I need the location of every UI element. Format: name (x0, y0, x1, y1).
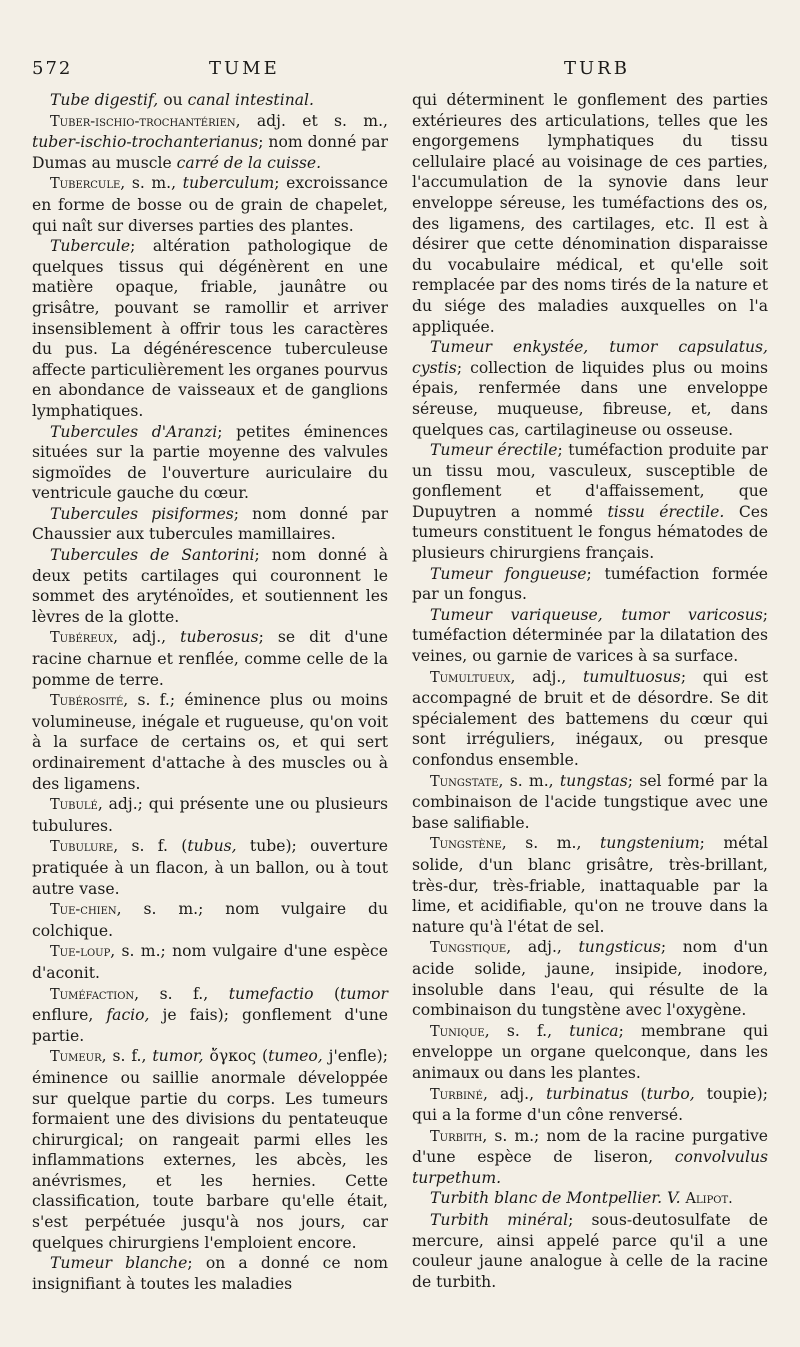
headword: Turbiné (430, 1086, 483, 1103)
entry-text: ; tuméfaction formée par un fongus. (412, 564, 768, 604)
entry-text: ; tuméfaction produite par un tissu mou, vasculeux, susceptible de gonflement et d'affaissement, que Dupuytren a nommé (412, 441, 768, 521)
dictionary-entry (32, 1253, 388, 1294)
headword: Tuber-ischio-trochantérien (50, 113, 236, 130)
dictionary-entry (32, 941, 388, 983)
italic-term: turbo, (646, 1084, 695, 1103)
entry-text: , adj., (510, 667, 583, 686)
headword: Tubercule (50, 176, 121, 193)
italic-term: tumefactio (228, 984, 314, 1003)
entry-text: , s. f., (101, 1047, 153, 1066)
dictionary-entry (412, 1021, 768, 1084)
italic-term: carré de la cuisse. (176, 153, 322, 172)
dictionary-entry (32, 422, 388, 504)
italic-term: Turbith blanc de Montpellier. (430, 1189, 663, 1208)
italic-term: convolvulus turpethum. (412, 1148, 768, 1187)
entry-text: , adj., (506, 938, 579, 957)
dictionary-entry (32, 236, 388, 421)
dictionary-entry (412, 667, 768, 771)
entry-text: ; sous-deutosulfate de mercure, ainsi appelé parce qu'il a une couleur jaune analogue à celle de la racine de turbith. (412, 1211, 769, 1291)
dictionary-entry (412, 937, 768, 1020)
headword: Tubéreux (50, 630, 114, 647)
italic-term: V. (667, 1189, 681, 1208)
italic-term: Tumeur fongueuse (430, 564, 587, 583)
italic-term: Tubercules de Santorini (50, 546, 255, 565)
dictionary-entry (32, 111, 388, 174)
italic-term: Tubercule (50, 237, 131, 256)
entry-text: ou (158, 91, 188, 109)
page-number: 572 (32, 58, 73, 79)
entry-text: , s. f., (484, 1021, 570, 1040)
headword: Tunique (430, 1023, 485, 1040)
dictionary-entry (412, 337, 768, 440)
dictionary-entry (412, 833, 768, 937)
italic-term: tungstas (559, 771, 628, 790)
italic-term: facio, (106, 1006, 150, 1025)
entry-text: je fais); gonflement d'une partie. (32, 1006, 388, 1045)
entry-text: , adj. et s. m., (235, 111, 388, 130)
entry-text: ; nom d'un acide solide, jaune, insipide, inodore, insoluble dans l'eau, qui résulte de la combinaison du tungstène avec l'oxygène. (412, 938, 768, 1020)
dictionary-entry (32, 173, 388, 236)
italic-term: Tumeur enkystée, tumor capsulatus, cystis (412, 338, 768, 377)
italic-term: Tumeur érectile (430, 441, 558, 460)
headword: Tumultueux (430, 669, 511, 686)
entry-text: ; se dit d'une racine charnue et renflée, comme celle de la pomme de terre. (32, 628, 388, 689)
italic-term: Tumeur variqueuse, tumor varicosus (430, 605, 763, 624)
right-column (412, 90, 768, 1294)
italic-term: Tubercules pisiformes (50, 504, 234, 523)
entry-text: ; tuméfaction déterminée par la dilatation des veines, ou garnie de varices à sa surface. (412, 605, 768, 666)
italic-term: tunica (569, 1021, 619, 1040)
entry-text: Ces tumeurs constituent le fongus hématodes de plusieurs chirurgiens français. (412, 502, 768, 563)
dictionary-entry (412, 440, 768, 564)
entry-text: ; nom donné à deux petits cartilages qui couronnent le sommet des aryténoïdes, et soutiennent les lèvres de la glotte. (32, 546, 388, 626)
italic-term: tungstenium (599, 834, 700, 853)
headword: Tungstate (430, 773, 499, 790)
entry-text: ; nom donné par Dumas au muscle (32, 133, 388, 172)
italic-term: canal intestinal. (187, 91, 314, 109)
entry-text: ; nom donné par Chaussier aux tubercules mamillaires. (32, 504, 388, 544)
entry-text: , s. m.; nom de la racine purgative d'une espèce de liseron, (412, 1126, 768, 1167)
dictionary-entry (412, 1084, 768, 1126)
entry-text: ; on a donné ce nom insignifiant à toutes les maladies (32, 1254, 388, 1293)
dictionary-entry (412, 1126, 768, 1189)
italic-term: turbinatus (546, 1084, 629, 1103)
italic-term: tumor (340, 984, 388, 1003)
entry-text: ; collection de liquides plus ou moins épais, renfermée dans une enveloppe séreuse, muqueuse, fibreuse, et, dans quelques cas, cartilagineuse ou osseuse. (412, 358, 768, 439)
italic-term: Turbith minéral (430, 1211, 569, 1230)
entry-text: ; excroissance en forme de bosse ou de grain de chapelet, qui naît sur diverses parties des plantes. (32, 174, 388, 235)
entry-text: , s. f., (134, 984, 229, 1003)
entry-text: , s. f.; éminence plus ou moins volumineuse, inégale et rugueuse, qu'on voit à la surface de certains os, et qui sert ordinairement d'attache à des muscles ou à des ligamens. (32, 691, 388, 793)
headword: Tuméfaction (50, 986, 135, 1003)
dictionary-entry (32, 836, 388, 899)
dictionary-entry (32, 627, 388, 690)
entry-text: , adj., (482, 1084, 547, 1103)
italic-term: tuberculum (182, 174, 275, 193)
entry-text: ; métal solide, d'un blanc grisâtre, très-brillant, très-dur, très-friable, inattaquable par la lime, et acidifiable, qu'on ne trouve dans la nature qu'à l'état de sel. (412, 834, 768, 936)
italic-term: Tubercules d'Aranzi (50, 422, 218, 441)
entry-text: ; altération pathologique de quelques tissus qui dégénèrent en une matière opaque, friable, jaunâtre ou grisâtre, pouvant se ramollir et arriver insensiblement à offrir tous les caractères du pus. La dégénérescence tuberculeuse affecte particulièrement les organes pourvus en abondance de vaisseaux et de ganglions lymphatiques. (32, 237, 388, 420)
entry-text: , s. m., (501, 834, 600, 853)
entry-text: ὄγκος ( (203, 1047, 269, 1066)
entry-text: j'enfle); éminence ou saillie anormale développée sur quelque partie du corps. Les tumeurs formaient une des divisions du pentateuque chirurgical; on rangeait parmi elles les inflammations externes, les abcès, les anévrismes, et les hernies. Cette classification, toute barbare qu'elle était, s'est perpétuée jusqu'à nos jours, car quelques chirurgiens l'emploient encore. (32, 1047, 389, 1252)
italic-term: Tumeur blanche (50, 1254, 188, 1273)
entry-text: , s. f. ( (113, 837, 188, 856)
entry-text: toupie); qui a la forme d'un cône renversé. (412, 1084, 768, 1125)
entry-text: ; petites éminences situées sur la partie moyenne des valvules sigmoïdes de l'ouverture auriculaire du ventricule gauche du cœur. (32, 422, 388, 503)
dictionary-entry (32, 984, 388, 1047)
dictionary-entry (32, 90, 388, 111)
dictionary-entry (32, 1046, 388, 1253)
entry-text: ( (628, 1084, 647, 1103)
headword: Tumeur (50, 1049, 102, 1066)
entry-text: , s. m.; nom vulgaire d'une espèce d'aconit. (32, 942, 388, 982)
dictionary-entry (32, 690, 388, 794)
entry-text: , s. m., (498, 771, 560, 790)
entry-text: , adj.; qui présente une ou plusieurs tubulures. (32, 795, 388, 835)
dictionary-entry (412, 605, 768, 667)
right-running-title: TURB (564, 58, 630, 79)
entry-text: qui déterminent le gonflement des parties extérieures des articulations, telles que les engorgemens lymphatiques du tissu cellulaire placé au voisinage de ces parties, l'accumulation de la synovie dans leur enveloppe séreuse, les tuméfactions des os, des ligamens, des cartilages, etc. Il est à désirer que cette dénomination disparaisse du vocabulaire médical, et qu'elle soit remplacée par des noms tirés de la nature et du siége des maladies auxquelles on l'a appliquée. (412, 91, 769, 336)
italic-term: tungsticus (578, 938, 661, 957)
dictionary-entry (412, 564, 768, 605)
italic-term: tuber-ischio-trochanterianus (32, 133, 259, 152)
headword: Tungstène (430, 836, 502, 853)
italic-term: tuberosus (180, 628, 259, 647)
entry-text: , s. m.; nom vulgaire du colchique. (32, 900, 388, 940)
headword: Tue-loup (50, 944, 111, 961)
headword: Tubulure (50, 839, 114, 856)
left-column (32, 90, 388, 1294)
dictionary-entry (32, 794, 388, 836)
italic-term: tubus, (187, 837, 237, 856)
entry-text: ( (313, 984, 341, 1003)
dictionary-entry (412, 1210, 768, 1292)
running-header (32, 58, 790, 90)
entry-text: ; membrane qui enveloppe un organe quelconque, dans les animaux ou dans les plantes. (412, 1021, 768, 1082)
italic-term: tissu érectile. (607, 502, 725, 521)
headword: Alipot. (685, 1191, 733, 1208)
dictionary-entry (32, 504, 388, 545)
headword: Tubulé (50, 797, 98, 814)
entry-text: ; qui est accompagné de bruit et de désordre. Se dit spécialement des battemens du cœur qui sont irréguliers, inégaux, ou presque confondus ensemble. (412, 667, 768, 769)
entry-text: ; sel formé par la combinaison de l'acide tungstique avec une base salifiable. (412, 771, 768, 832)
dictionary-entry (412, 771, 768, 834)
italic-term: tumultuosus (582, 667, 681, 686)
left-running-title: TUME (209, 58, 280, 79)
entry-text: , s. m., (120, 174, 183, 193)
headword: Turbith (430, 1128, 483, 1145)
italic-term: tumeo, (268, 1047, 323, 1066)
italic-term: tumor, (152, 1047, 204, 1066)
entry-text: tube); ouverture pratiquée à un flacon, à un ballon, ou à tout autre vase. (32, 837, 389, 898)
entry-text: , adj., (113, 628, 181, 647)
dictionary-entry (32, 545, 388, 627)
dictionary-entry (412, 1188, 768, 1210)
headword: Tungstique (430, 940, 507, 957)
text-columns (32, 90, 790, 1294)
italic-term: Tube digestif, (50, 91, 159, 109)
entry-text: enflure, (32, 1006, 107, 1025)
dictionary-entry (32, 899, 388, 941)
headword: Tue-chien (50, 902, 117, 919)
dictionary-entry (412, 90, 768, 337)
headword: Tubérosité (50, 693, 124, 710)
